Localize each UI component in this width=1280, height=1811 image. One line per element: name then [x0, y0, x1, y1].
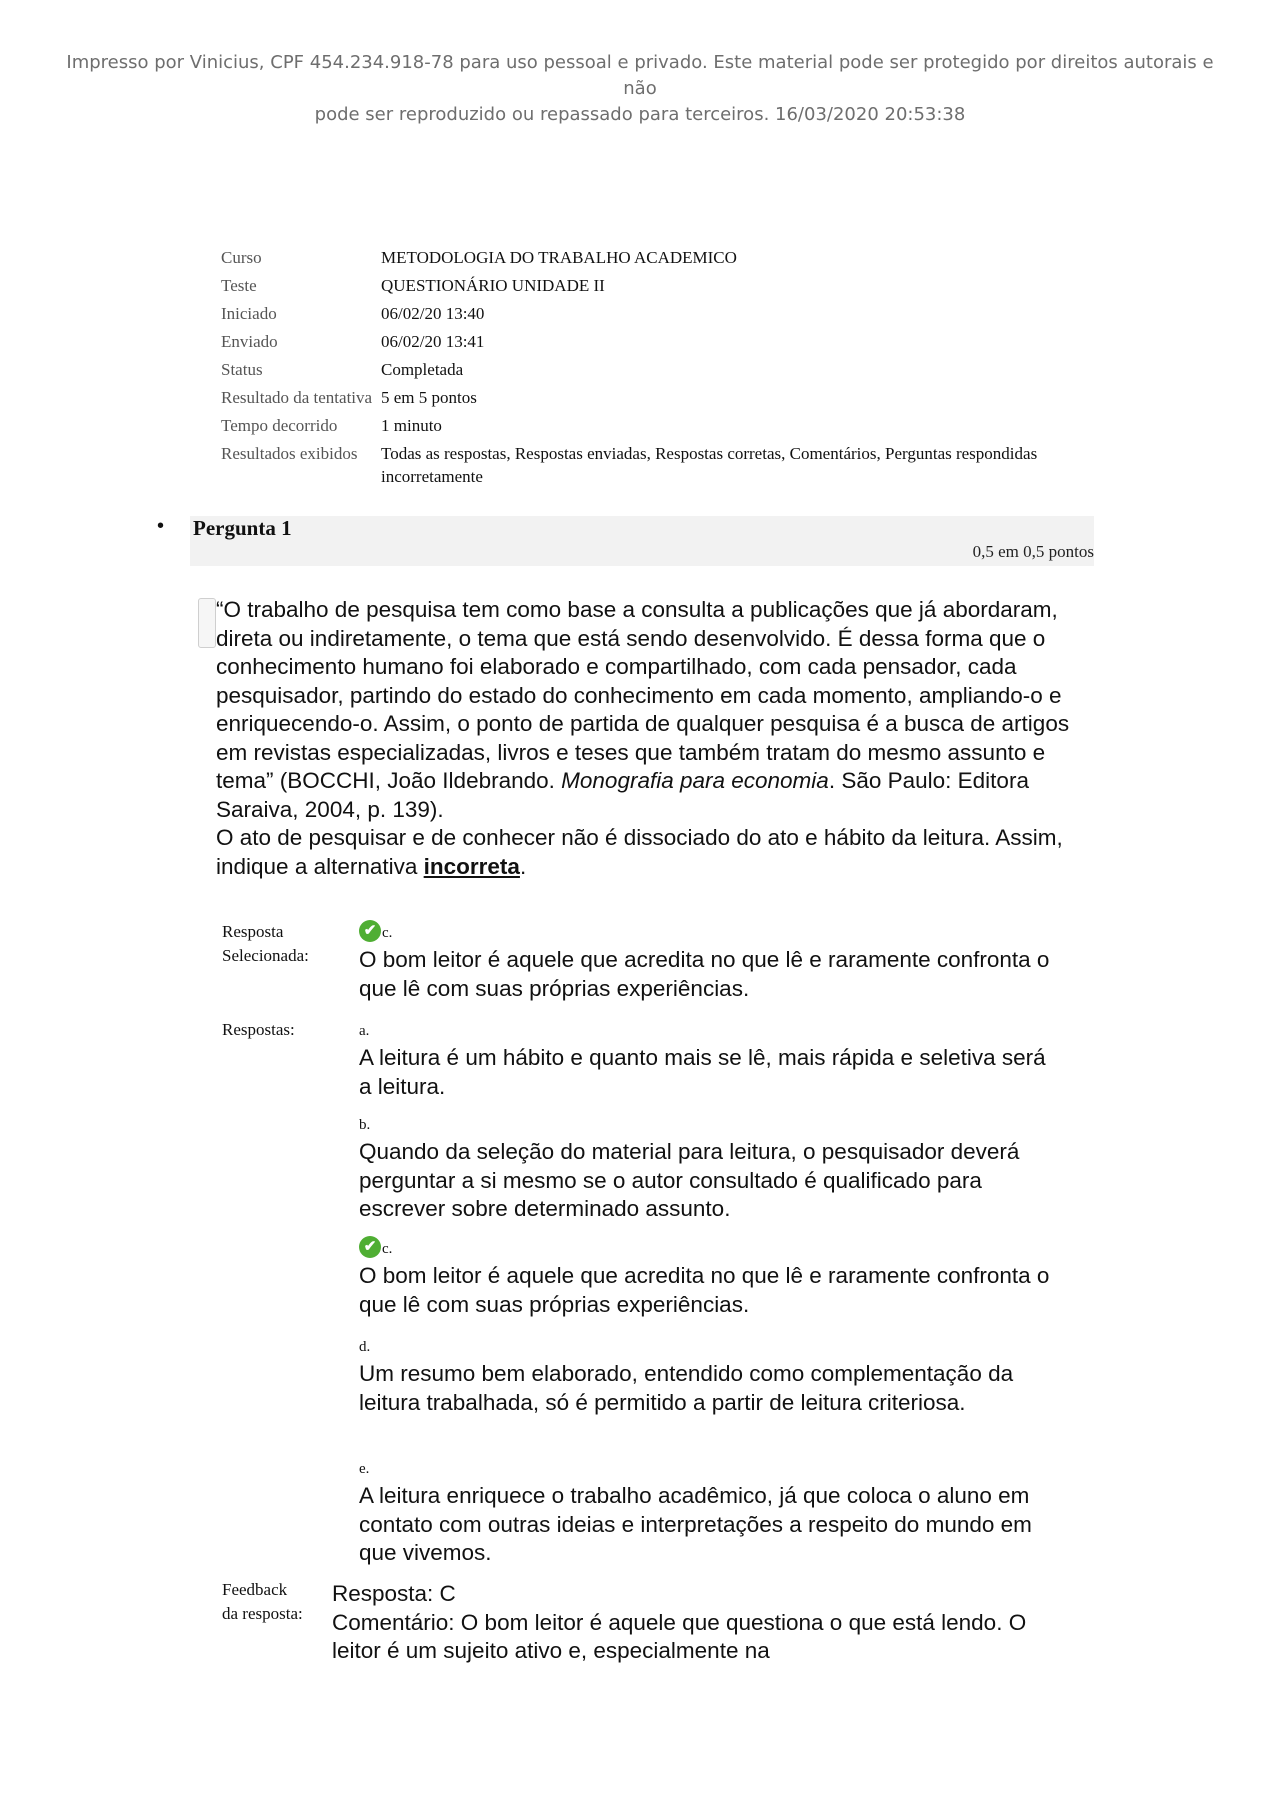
- option-letter-row: [359, 1236, 1059, 1258]
- meta-value: 5 em 5 pontos: [381, 388, 477, 407]
- feedback-comment: Comentário: O bom leitor é aquele que questiona o que está lendo. O leitor é um sujeito ativo e, especialmente na: [332, 1609, 1027, 1663]
- meta-label: Teste: [221, 276, 257, 295]
- meta-value: METODOLOGIA DO TRABALHO ACADEMICO: [381, 248, 737, 267]
- meta-value: Completada: [381, 360, 464, 379]
- option-text: O bom leitor é aquele que acredita no que lê e raramente confronta o que lê com suas próprias experiências.: [359, 1263, 1050, 1317]
- selected-answer: [359, 920, 1059, 1003]
- prompt-text: O ato de pesquisar e de conhecer não é dissociado do ato e hábito da leitura. Assim, indique a alternativa: [216, 825, 1063, 879]
- feedback-answer: Resposta: C: [332, 1581, 456, 1606]
- watermark-line-2: pode ser reproduzido ou repassado para terceiros. 16/03/2020 20:53:38: [314, 104, 966, 125]
- meta-label: Resultados exibidos: [221, 444, 358, 463]
- quote-book-title: Monografia para economia: [561, 768, 829, 793]
- meta-row-displayed: [221, 442, 1091, 488]
- option-letter: d.: [359, 1339, 371, 1355]
- correct-check-icon: ✔: [359, 920, 381, 942]
- meta-value: 06/02/20 13:40: [381, 304, 485, 323]
- option-letter: c.: [382, 925, 393, 941]
- list-bullet: •: [157, 515, 165, 537]
- meta-label: Enviado: [221, 332, 278, 351]
- label-line: Selecionada:: [222, 946, 309, 965]
- question-header: [190, 516, 1094, 566]
- answer-option-d: [359, 1338, 1059, 1417]
- correct-check-icon: ✔: [359, 1236, 381, 1258]
- meta-value: Todas as respostas, Respostas enviadas, Respostas corretas, Comentários, Perguntas respondidas incorretamente: [381, 444, 1038, 486]
- option-letter: c.: [382, 1241, 393, 1257]
- option-letter: a.: [359, 1023, 370, 1039]
- meta-row-result: [221, 386, 1091, 409]
- label-line: Resposta: [222, 922, 284, 941]
- prompt-emphasis: incorreta: [423, 853, 520, 879]
- question-prompt: [216, 824, 1076, 881]
- option-letter: b.: [359, 1117, 371, 1133]
- meta-label: Curso: [221, 248, 262, 267]
- option-letter-row: [359, 920, 1059, 942]
- print-watermark: [60, 50, 1220, 128]
- label-line: Feedback: [222, 1580, 288, 1599]
- quote-text: “O trabalho de pesquisa tem como base a consulta a publicações que já abordaram, direta ou indiretamente, o tema que está sendo desenvolvido. É dessa forma que o conhecimento humano foi elaborado e compartilhado, com cada pensador, cada pesquisador, partindo do estado do conhecimento em cada momento, ampliando-o e enriquecendo-o. Assim, o ponto de partida de qualquer pesquisa é a busca de artigos em revistas especializadas, livros e teses que também tratam do mesmo assunto e tema” (BOCCHI, João Ildebrando.: [216, 597, 1070, 793]
- option-text: Um resumo bem elaborado, entendido como complementação da leitura trabalhada, só é permitido a partir de leitura criteriosa.: [359, 1361, 1014, 1415]
- meta-label: Resultado da tentativa: [221, 388, 373, 407]
- option-text: O bom leitor é aquele que acredita no que lê e raramente confronta o que lê com suas próprias experiências.: [359, 947, 1050, 1001]
- option-letter: e.: [359, 1461, 370, 1477]
- option-text: A leitura enriquece o trabalho acadêmico, já que coloca o aluno em contato com outras ideias e interpretações a respeito do mundo em que vivemos.: [359, 1483, 1032, 1565]
- meta-row-started: [221, 302, 1091, 325]
- question-quote: [216, 596, 1076, 824]
- question-points: 0,5 em 0,5 pontos: [972, 542, 1094, 561]
- meta-row-submitted: [221, 330, 1091, 353]
- question-text: [216, 596, 1076, 881]
- meta-label: Iniciado: [221, 304, 277, 323]
- question-title: Pergunta 1: [193, 516, 292, 540]
- quote-citation-end: . São Paulo: Editora Saraiva, 2004, p. 139).: [216, 768, 1029, 822]
- meta-value: 1 minuto: [381, 416, 442, 435]
- answer-option-b: [359, 1116, 1059, 1224]
- option-text: Quando da seleção do material para leitura, o pesquisador deverá perguntar a si mesmo se o autor consultado é qualificado para escrever sobre determinado assunto.: [359, 1139, 1020, 1221]
- selected-answer-label: [222, 920, 342, 968]
- answer-option-c: [359, 1236, 1059, 1319]
- attempt-details: [221, 246, 1091, 493]
- meta-row-status: [221, 358, 1091, 381]
- prompt-end: .: [519, 853, 527, 879]
- meta-row-course: [221, 246, 1091, 269]
- answer-option-e: [359, 1460, 1059, 1568]
- meta-row-test: [221, 274, 1091, 297]
- meta-value: QUESTIONÁRIO UNIDADE II: [381, 276, 605, 295]
- meta-value: 06/02/20 13:41: [381, 332, 485, 351]
- watermark-line-1: Impresso por Vinicius, CPF 454.234.918-78 para uso pessoal e privado. Este material pode ser protegido por direitos autorais e não: [66, 52, 1214, 99]
- meta-label: Tempo decorrido: [221, 416, 338, 435]
- label-line: da resposta:: [222, 1604, 303, 1623]
- answer-option-a: [359, 1022, 1059, 1101]
- meta-label: Status: [221, 360, 263, 379]
- option-text: A leitura é um hábito e quanto mais se lê, mais rápida e seletiva será a leitura.: [359, 1045, 1046, 1099]
- feedback-text: [332, 1580, 1052, 1666]
- question-image-icon: [198, 598, 216, 648]
- meta-row-elapsed: [221, 414, 1091, 437]
- feedback-label: [222, 1578, 342, 1626]
- answers-label: Respostas:: [222, 1020, 295, 1039]
